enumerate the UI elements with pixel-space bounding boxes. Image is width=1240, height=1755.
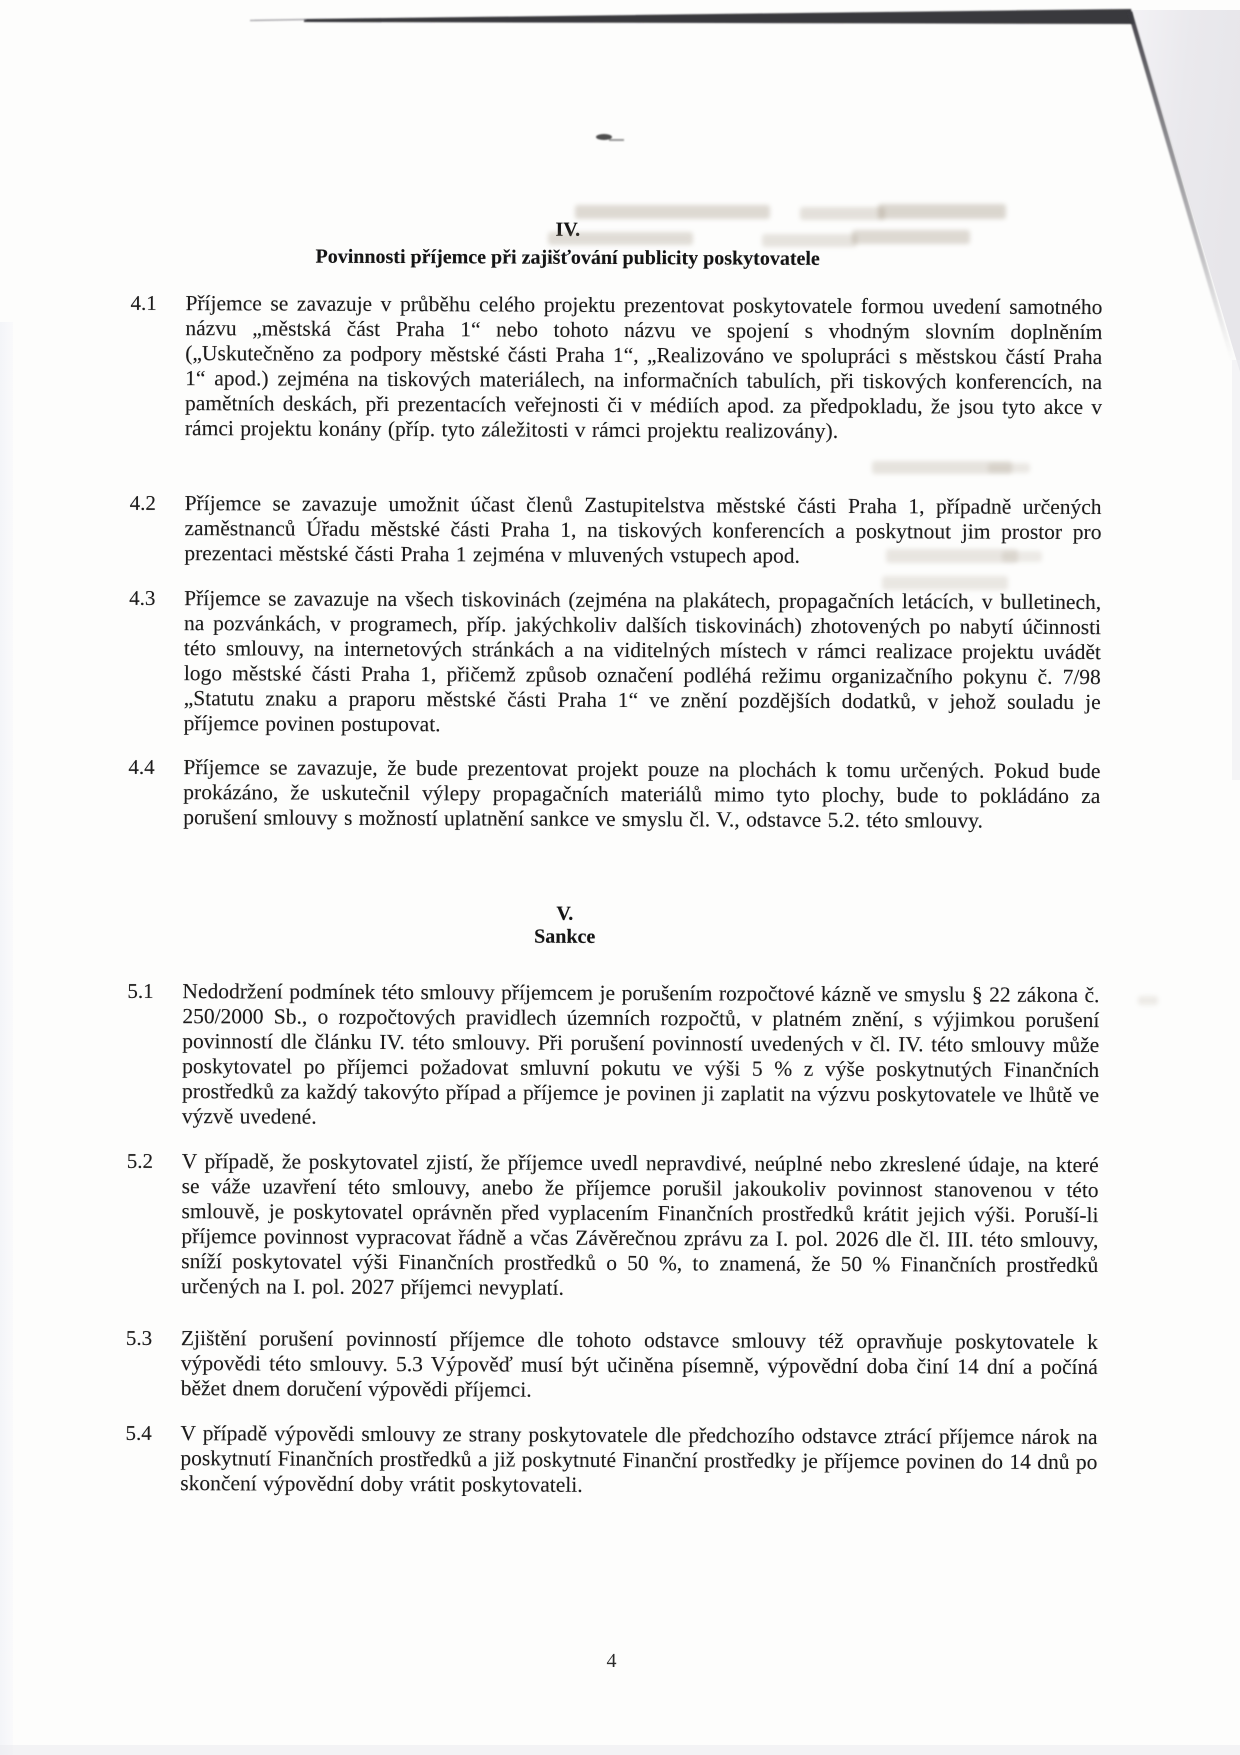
clause-4-4-text: Příjemce se zavazuje, že bude prezentovat projekt pouze na plochách k tomu určených. Pokud bude prokázáno, že uskutečnil výlepy propagačních materiálů mimo tyto plochy, bude to pokládáno za porušení smlouvy s možností uplatnění sankce ve smyslu čl. V., odstavce 5.2. této smlouvy.: [183, 755, 1101, 833]
clause-4-1-number: 4.1: [130, 290, 157, 315]
section-iv-title: Povinnosti příjemce při zajišťování publicity poskytovatele: [315, 245, 820, 270]
page-number: 4: [606, 1649, 617, 1672]
clause-5-1: [127, 979, 1113, 1133]
clause-5-3-number: 5.3: [125, 1325, 153, 1350]
clause-5-4-text: V případě výpovědi smlouvy ze strany poskytovatele dle předchozího odstavce ztrácí příjemce nárok na poskytnutí Finančních prostředků a již poskytnuté Finanční prostředky je příjemce povinen do 14 dnů po skončení výpovědní doby vrátit poskytovateli.: [180, 1421, 1098, 1497]
section-v-heading: [130, 901, 1000, 951]
clause-4-3-text: Příjemce se zavazuje na všech tiskovinách (zejména na plakátech, propagačních letácích, v bulletinech, na pozvánkách, v programech, příp. jakýchkoliv dalších tiskovinách) zhotovených po nabytí účinnosti této smlouvy, na internetových stránkách a na viditelných místech v rámci realizace projektu uvádět logo městské části Praha 1, přičemž způsob označení podléhá režimu organizačního pokynu č. 7/98 „Statutu znaku a praporu městské části Praha 1“ ve znění pozdějších dodatků, v jehož souladu je příjemce povinen postupovat.: [183, 586, 1102, 737]
clause-5-3-text: Zjištění porušení povinností příjemce dle tohoto odstavce smlouvy též opravňuje poskytovatele k výpovědi této smlouvy. 5.3 Výpověď musí být učiněna písemně, výpovědní doba činí 14 dní a počíná běžet dnem doručení výpovědi příjemci.: [180, 1326, 1098, 1402]
clause-4-4: [128, 755, 1113, 834]
clause-5-1-number: 5.1: [127, 978, 154, 1003]
clause-4-3: [129, 586, 1115, 740]
clause-4-1: [130, 291, 1116, 445]
clause-5-2-number: 5.2: [126, 1148, 154, 1173]
clause-4-4-number: 4.4: [128, 754, 155, 779]
clause-4-1-text: Příjemce se zavazuje v průběhu celého projektu prezentovat poskytovatele formou uvedení samotného názvu „městská část Praha 1“ nebo tohoto názvu ve spojení s vhodným slovním doplněním („Uskutečněno za podpory městské části Praha 1“, „Realizováno ve spolupráci s městskou částí Praha 1“ apod.) zejména na tiskových materiálech, na informačních tabulích, při tiskových konferencích, na pamětních deskách, při prezentacích veřejnosti či v médiích apod. za předpokladu, že jsou tyto akce v rámci projektu konány (příp. tyto záležitosti v rámci projektu realizovány).: [184, 291, 1103, 443]
section-v-title: Sankce: [534, 925, 596, 948]
clause-5-1-text: Nedodržení podmínek této smlouvy příjemcem je porušením rozpočtové kázně ve smyslu § 22 zákona č. 250/2000 Sb., o rozpočtových pravidlech územních rozpočtů, v platném znění, s výjimkou porušení povinností dle článku IV. této smlouvy. Při porušení povinností uvedených v čl. IV. této smlouvy může poskytovatel po příjemci požadovat smluvní pokutu ve výši 5 % z výše poskytnutých Finančních prostředků za každý takovýto případ a příjemce je povinen ji zaplatit na výzvu poskytovatele ve lhůtě ve výzvě uvedené.: [181, 979, 1100, 1129]
clause-4-3-number: 4.3: [129, 585, 156, 610]
clause-5-4-number: 5.4: [125, 1420, 152, 1445]
clause-4-2-text: Příjemce se zavazuje umožnit účast členů Zastupitelstva městské části Praha 1, případně určených zaměstnanců Úřadu městské části Praha 1, na tiskových konferencích a poskytnout jim prostor pro prezentaci městské části Praha 1 zejména v mluvených vstupech apod.: [184, 491, 1102, 568]
clause-5-4: [125, 1421, 1110, 1500]
clause-4-2: [129, 491, 1114, 570]
section-iv-heading: [133, 214, 1003, 274]
clause-4-2-number: 4.2: [129, 490, 156, 515]
clause-5-2-text: V případě, že poskytovatel zjistí, že příjemce uvedl nepravdivé, neúplné nebo zkreslené údaje, na které se váže uzavření této smlouvy, anebo že příjemce porušil jakoukoliv povinnost stanovenou v této smlouvě, je poskytovatel oprávněn před vyplacením Finančních prostředků krátit jejich výši. Poruší-li příjemce povinnost vypracovat řádně a včas Závěrečnou zprávu za I. pol. 2026 dle čl. III. této smlouvy, sníží poskytovatel výši Finančních prostředků o 50 %, to znamená, že 50 % Finančních prostředků určených na I. pol. 2027 příjemci nevyplatí.: [181, 1149, 1099, 1300]
clause-5-2: [126, 1149, 1112, 1303]
section-v-numeral: V.: [556, 902, 574, 925]
clause-5-3: [126, 1326, 1111, 1405]
section-iv-numeral: IV.: [555, 218, 581, 241]
